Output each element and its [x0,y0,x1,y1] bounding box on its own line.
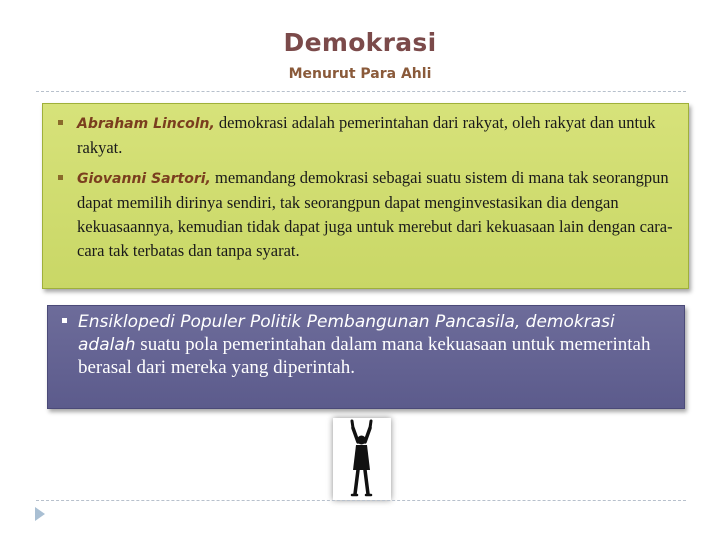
encyclopedia-definition [60,310,670,379]
definitions-box [42,103,689,289]
author-name: Giovanni Sartori, [77,171,211,187]
square-bullet-icon [58,175,63,180]
definition-text: demokrasi adalah pemerintahan dari rakyat, oleh rakyat dan untuk rakyat. [77,113,656,157]
definition-text: memandang demokrasi sebagai suatu sistem di mana tak seorangpun dapat memilih dirinya sendiri, tak seorangpun dapat menginvestasikan dia dengan kekuasaannya, kemudian tidak dapat juga untuk merebut dari kekuasaan lain dengan cara-cara tak terbatas dan tanpa syarat. [77,168,673,260]
person-silhouette-image [333,418,391,500]
definition-item-sartori [55,166,676,263]
square-bullet-icon [58,120,63,125]
square-bullet-icon [62,318,67,323]
next-slide-arrow-icon[interactable] [35,507,45,521]
definitions-list [43,104,688,263]
encyclopedia-box [47,305,685,409]
author-name: Abraham Lincoln, [77,116,215,132]
slide-title: Demokrasi [283,28,437,57]
encyclopedia-list [48,306,684,379]
slide-subtitle: Menurut Para Ahli [288,66,432,82]
source-name: Ensiklopedi Populer Politik Pembangunan Pancasila, demokrasi adalah [78,312,615,355]
person-arms-raised-icon [333,418,391,500]
bottom-divider [36,500,686,501]
top-divider [36,91,686,92]
definition-item-lincoln [55,111,676,160]
definition-text: suatu pola pemerintahan dalam mana kekuasaan untuk memerintah berasal dari mereka yang diperintah. [78,334,651,378]
